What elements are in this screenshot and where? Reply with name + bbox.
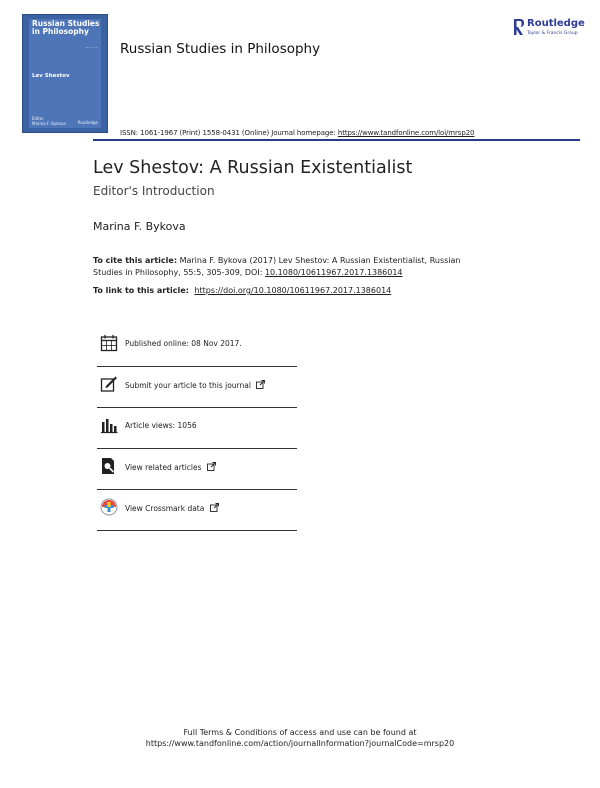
- routledge-r-icon: [512, 18, 526, 36]
- info-related[interactable]: [97, 457, 297, 497]
- cover-logo: Routledge: [77, 120, 98, 125]
- info-divider: [97, 366, 297, 367]
- external-link-icon: [256, 380, 265, 389]
- info-divider: [97, 489, 297, 490]
- crossmark-icon: [100, 498, 118, 516]
- bar-chart-icon: [100, 416, 118, 434]
- crossmark-link[interactable]: [125, 503, 219, 513]
- article-subtitle: Editor's Introduction: [93, 184, 215, 198]
- external-link-icon: [207, 462, 216, 471]
- cover-subtitle: Lev Shestov: [32, 73, 70, 79]
- logo-tagline: Taylor & Francis Group: [527, 31, 578, 36]
- article-author: Marina F. Bykova: [93, 220, 186, 233]
- info-divider: [97, 448, 297, 449]
- related-articles-link[interactable]: [125, 462, 216, 472]
- crossmark-label: View Crossmark data: [125, 504, 205, 513]
- footer-journal-info-link[interactable]: https://www.tandfonline.com/action/journalInformation?journalCode=mrsp20: [145, 738, 455, 748]
- cover-volume: — — —: [85, 45, 98, 49]
- citation-text: Marina F. Bykova (2017) Lev Shestov: A Russian Existentialist, Russian Studies in Philosophy, 55:5, 305-309, DOI:: [93, 256, 461, 277]
- citation-label: To cite this article:: [93, 256, 178, 265]
- article-title: Lev Shestov: A Russian Existentialist: [93, 158, 413, 178]
- submit-article-link[interactable]: [125, 380, 265, 390]
- article-url[interactable]: https://doi.org/10.1080/10611967.2017.1386014: [194, 286, 392, 295]
- journal-homepage-link[interactable]: https://www.tandfonline.com/loi/mrsp20: [337, 129, 475, 137]
- link-label: To link to this article:: [93, 286, 189, 295]
- journal-cover: [22, 14, 108, 133]
- citation: [93, 255, 488, 279]
- logo-name: Routledge: [527, 18, 585, 29]
- cover-panel: [29, 19, 101, 128]
- external-link-icon: [210, 503, 219, 512]
- calendar-icon: [100, 334, 118, 352]
- related-articles-label: View related articles: [125, 463, 202, 472]
- info-divider: [97, 407, 297, 408]
- header-divider: [93, 139, 580, 141]
- info-crossmark[interactable]: [97, 498, 297, 538]
- info-published: [97, 334, 297, 374]
- cover-footer: Editor Marina F. Bykova: [32, 116, 66, 126]
- cover-title: Russian Studies in Philosophy: [32, 19, 100, 36]
- published-date-text: Published online: 08 Nov 2017.: [125, 339, 242, 348]
- info-submit[interactable]: [97, 375, 297, 415]
- issn-line: [120, 129, 474, 137]
- article-views-text: Article views: 1056: [125, 421, 197, 430]
- journal-name: Russian Studies in Philosophy: [120, 41, 321, 57]
- page-footer: [0, 728, 600, 749]
- submit-article-label: Submit your article to this journal: [125, 381, 251, 390]
- info-divider: [97, 530, 297, 531]
- issn-text: ISSN: 1061-1967 (Print) 1558-0431 (Online) Journal homepage:: [120, 129, 336, 137]
- edit-icon: [100, 375, 118, 393]
- footer-terms-text: Full Terms & Conditions of access and use can be found at: [183, 728, 417, 737]
- info-views: [97, 416, 297, 456]
- doi-link[interactable]: 10.1080/10611967.2017.1386014: [264, 268, 403, 277]
- article-link: [93, 286, 391, 295]
- search-document-icon: [100, 457, 118, 475]
